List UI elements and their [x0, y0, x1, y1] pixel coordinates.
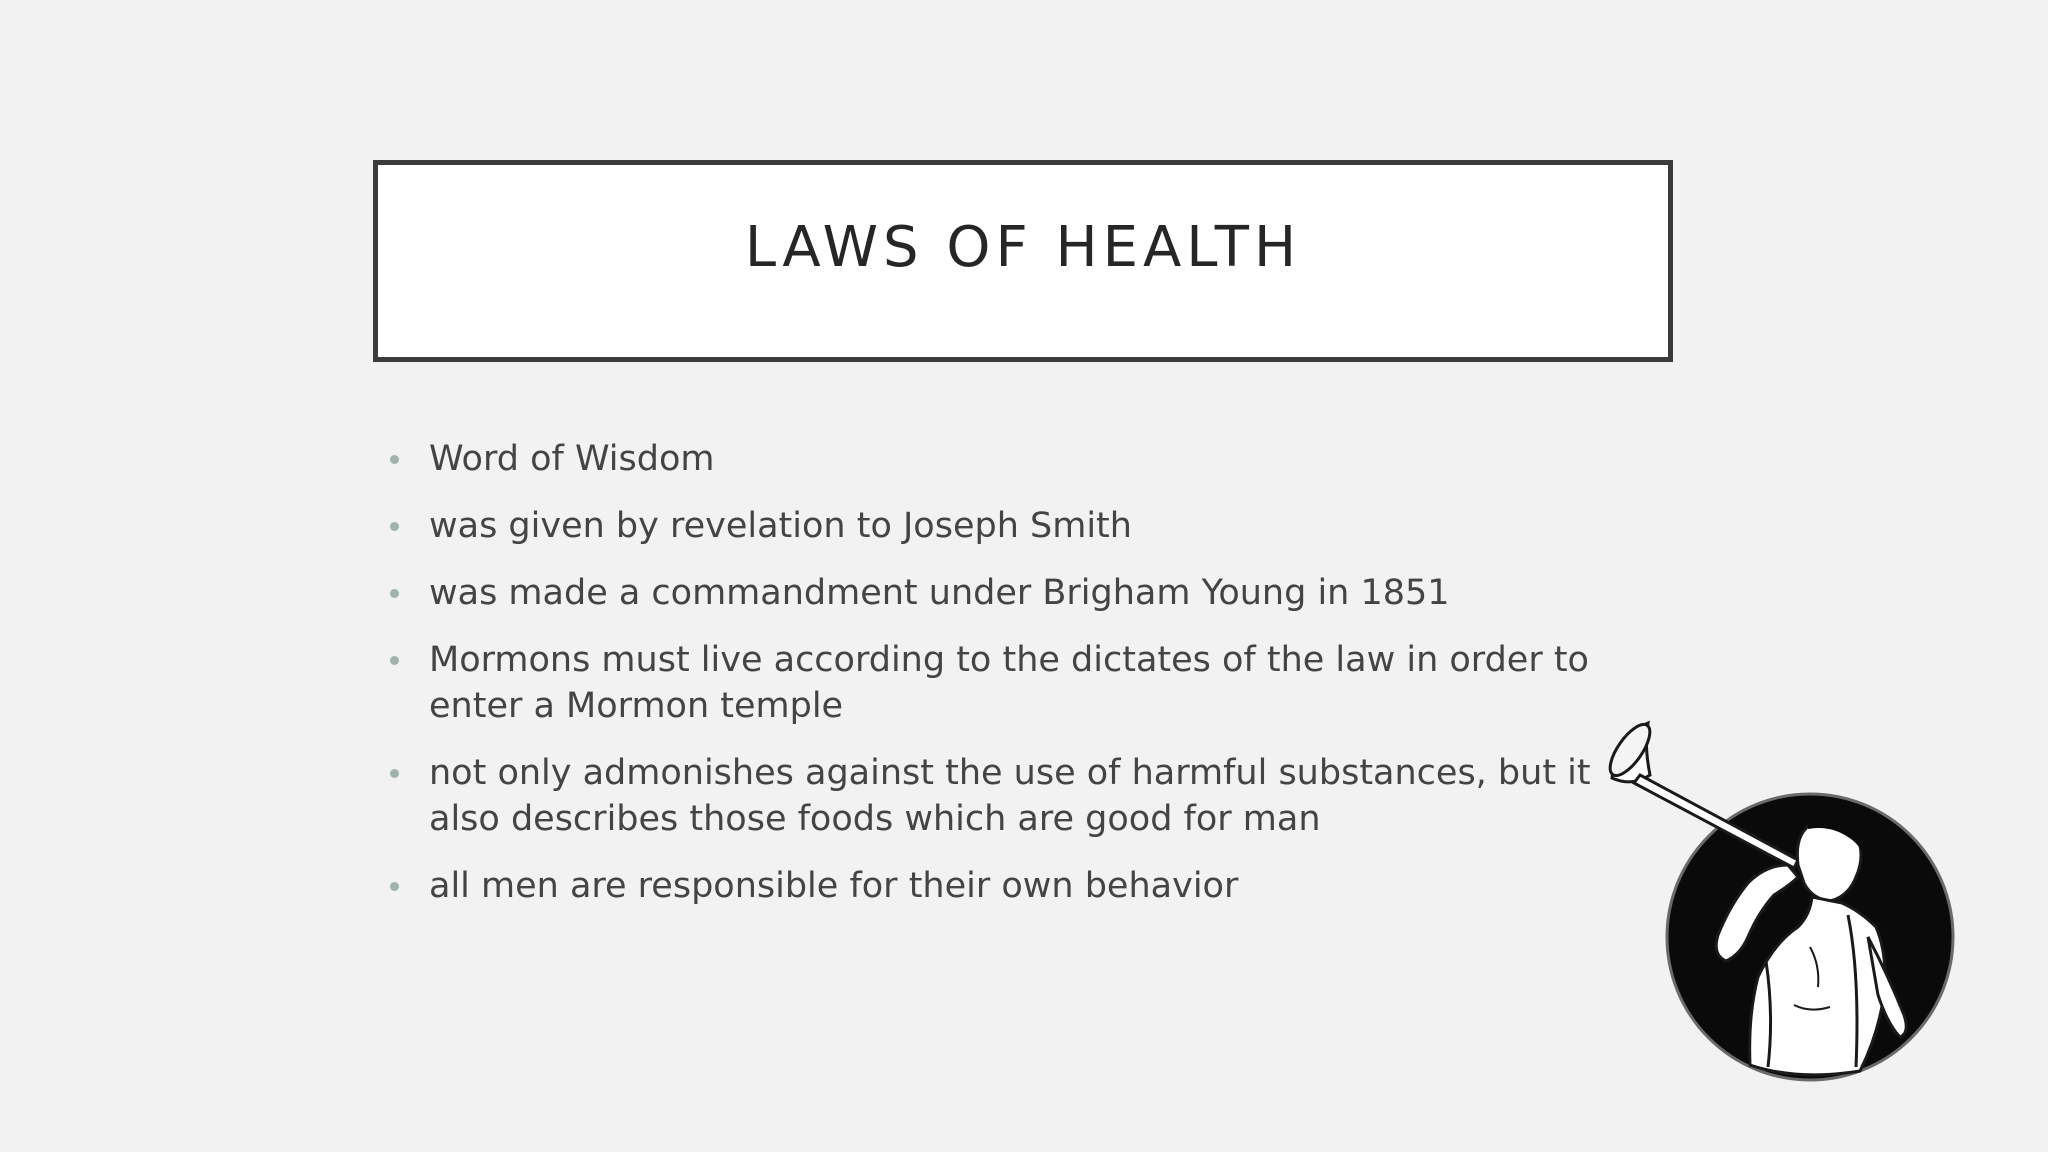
bullet-dot-icon	[390, 882, 399, 891]
bullet-dot-icon	[390, 455, 399, 464]
bullet-text: Mormons must live according to the dictates of the law in order to enter a Mormon temple	[429, 640, 1589, 726]
slide-title: LAWS OF HEALTH	[744, 215, 1302, 280]
bullet-text: all men are responsible for their own behavior	[429, 866, 1239, 906]
bullet-list	[390, 436, 1670, 930]
bullet-text: not only admonishes against the use of harmful substances, but it also describes those foods which are good for man	[429, 753, 1591, 839]
bullet-item	[390, 503, 1670, 549]
bullet-dot-icon	[390, 589, 399, 598]
bullet-item	[390, 863, 1670, 909]
bullet-dot-icon	[390, 769, 399, 778]
bullet-item	[390, 570, 1670, 616]
bullet-item	[390, 750, 1670, 842]
bullet-text: was made a commandment under Brigham Young in 1851	[429, 573, 1450, 613]
bullet-item	[390, 436, 1670, 482]
bullet-text: Word of Wisdom	[429, 439, 715, 479]
bullet-dot-icon	[390, 656, 399, 665]
bullet-item	[390, 637, 1670, 729]
bullet-dot-icon	[390, 522, 399, 531]
trumpeter-angel-icon	[1598, 715, 1958, 1085]
title-box	[373, 160, 1673, 362]
bullet-text: was given by revelation to Joseph Smith	[429, 506, 1132, 546]
